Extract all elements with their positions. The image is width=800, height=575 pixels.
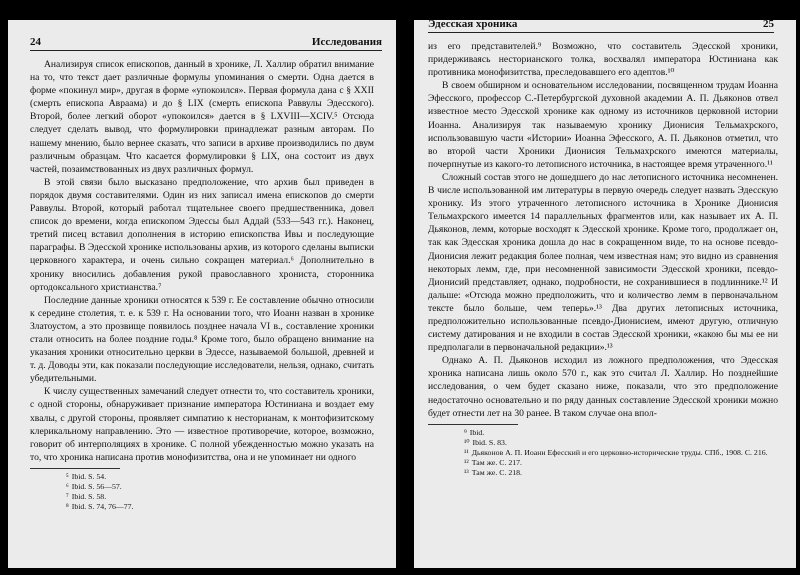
running-head-right: Эдесская хроника	[428, 20, 518, 30]
paragraph: Анализируя список епископов, данный в хронике, Л. Халлир обратил внимание на то, что текст дает различные формулы упоминания о смерти. Одна дается в форме «покинул мир», другая в форме «упокоился». Первая формула дана с § XXII (смерть епископа Авраама) и до § LIX (смерть епископа Раввулы Эдесского). Второй, более легкий оборот «упокоился» дается в § LXVIII—XCIV.⁵ Отсюда следует сделать вывод, что формулировки принадлежат разным авторам. По нашему мнению, было вернее сказать, что записи в архиве производились по двум различным образцам. Что касается формулировки § LIX, она состоит из двух частей, позаимствованных из двух различных формул.	[30, 59, 374, 175]
running-head-left: Исследования	[311, 36, 382, 48]
footnote: ¹³ Там же. С. 218.	[464, 467, 522, 477]
left-page	[8, 20, 396, 568]
book-gutter	[396, 0, 414, 575]
page-number-left: 24	[30, 36, 41, 48]
paragraph: В своем обширном и основательном исследовании, посвященном трудам Иоанна Эфесского, профессор С.-Петербургской духовной академии А. П. Дьяконов отвел известное место Эдесской хронике как одному из источников церковной истории Иоанна. Анализируя так называемую хронику Дионисия Тельмахрского, использовавшую части «Истории» Иоанна Эфесского, А. П. Дьяконов отметил, что во второй части Хроники Дионисия Тельмахрского имеются материалы, почерпнутые из какого-то летописного источника, в настоящее время утраченного.¹¹	[428, 80, 778, 170]
running-header-right	[428, 20, 774, 33]
paragraph: В этой связи было высказано предположение, что архив был приведен в порядок двумя составителями. Один из них записал имена епископов до смерти Раввулы. Второй, который работал тщательнее своего предшественника, довел список до времени, когда епископом Эдессы был Аддай (533—543 гг.). Наконец, третий писец вставил дополнения в историю епископства Ивы и последующие параграфы. В Эдесской хронике использованы архив, из которого сделаны выписки церковного характера, и очень сильно сокращен материал.⁶ Дополнительно в хронику вносились добавления рукой православного хрониста, сторонника ортодоксального христианства.⁷	[30, 176, 374, 293]
footnote: ⁸ Ibid. S. 74, 76—77.	[66, 501, 134, 511]
running-header-left	[30, 32, 382, 51]
footnote: ⁹ Ibid.	[464, 427, 485, 437]
footnote: ¹⁰ Ibid. S. 83.	[464, 437, 507, 447]
paragraph: из его представителей.⁹ Возможно, что составитель Эдесской хроники, придерживаясь несторианского толка, восхвалял императора Юстиниана как противника монофизитства, преследовавшего его адептов.¹⁰	[428, 41, 778, 79]
footnote-divider	[428, 424, 518, 425]
right-page-body	[428, 40, 778, 478]
footnote: ⁷ Ibid. S. 58.	[66, 491, 107, 501]
right-page	[414, 20, 796, 568]
page-number-right: 25	[763, 20, 774, 30]
paragraph: Последние данные хроники относятся к 539 г. Ее составление обычно относили к середине столетия, т. е. к 539 г. На основании того, что Иоанн назван в хронике Златоустом, а это прозвище появилось позднее начала VI в., составление хроники стали относить на более поздние годы.⁸ Кроме того, было обращено внимание на указания хроники относительно церкви в Эдессе, называемой большой, древней и т. д. Доводы эти, как показали последующие исследователи, нельзя, однако, считать убедительными.	[30, 294, 374, 385]
footnote: ¹¹ Дьяконов А. П. Иоанн Ефесский и его церковно-исторические труды. СПб., 1908. С. 216.	[464, 447, 768, 457]
left-page-body	[30, 58, 374, 512]
paragraph: Однако А. П. Дьяконов исходил из ложного предположения, что Эдесская хроника написана лишь около 570 г., как это считал Л. Халлир. Но позднейшие исследования, о чем будет сказано ниже, показали, что это предположение недостаточно основательно и по ряду данных составление Эдесской хроники можно будет отнести лет на 30 ранее. В таком случае она впол-	[428, 355, 778, 419]
footnote: ⁵ Ibid. S. 54.	[66, 471, 107, 481]
footnote: ⁶ Ibid. S. 56—57.	[66, 481, 122, 491]
paragraph: К числу существенных замечаний следует отнести то, что составитель хроники, с одной стороны, обнаруживает признание императора Юстиниана и воздает ему хвалы, с другой стороны, проявляет симпатию к несторианам, к монтофизитскому клерикальному направлению. Это — известное противоречие, которое, возможно, говорит об интерполяциях в хронике. С полной убежденностью можно указать на то, что хроника написана против монофизитства, она и не упоминает ни одного	[30, 386, 374, 463]
footnote-divider	[30, 468, 120, 469]
paragraph: Сложный состав этого не дошедшего до нас летописного источника несомненен. В числе использованной им литературы в первую очередь следует назвать Эдесскую хронику. Из этого утраченного летописного источника в Хронике Дионисия Тельмахрского имеется 14 параллельных фрагментов или, как называет их А. П. Дьяконов, лемм, которые восходят к Эдесской хронике. Кроме того, продолжает он, так как Эдесская хроника дошла до нас в сокращенном виде, то на основе псевдо-Дионисия лежит редакция более полная, чем известная нам; это видно из сравнения некоторых лемм, где, при несомненной зависимости Эдесской хроники, псевдо-Дионисий представляет, однако, подробности, не сохранившиеся в подлиннике.¹² И дальше: «Отсюда можно предположить, что и количество лемм в первоначальном тексте было больше, чем теперь».¹³ Два других летописных источника, предположительно использованные псевдо-Дионисием, имеют другую, отличную систему датирования и не входили в состав Эдесской хроники, «какою бы мы ее ни предполагали в первоначальной редакции».¹³	[428, 171, 778, 354]
footnote: ¹² Там же. С. 217.	[464, 457, 522, 467]
